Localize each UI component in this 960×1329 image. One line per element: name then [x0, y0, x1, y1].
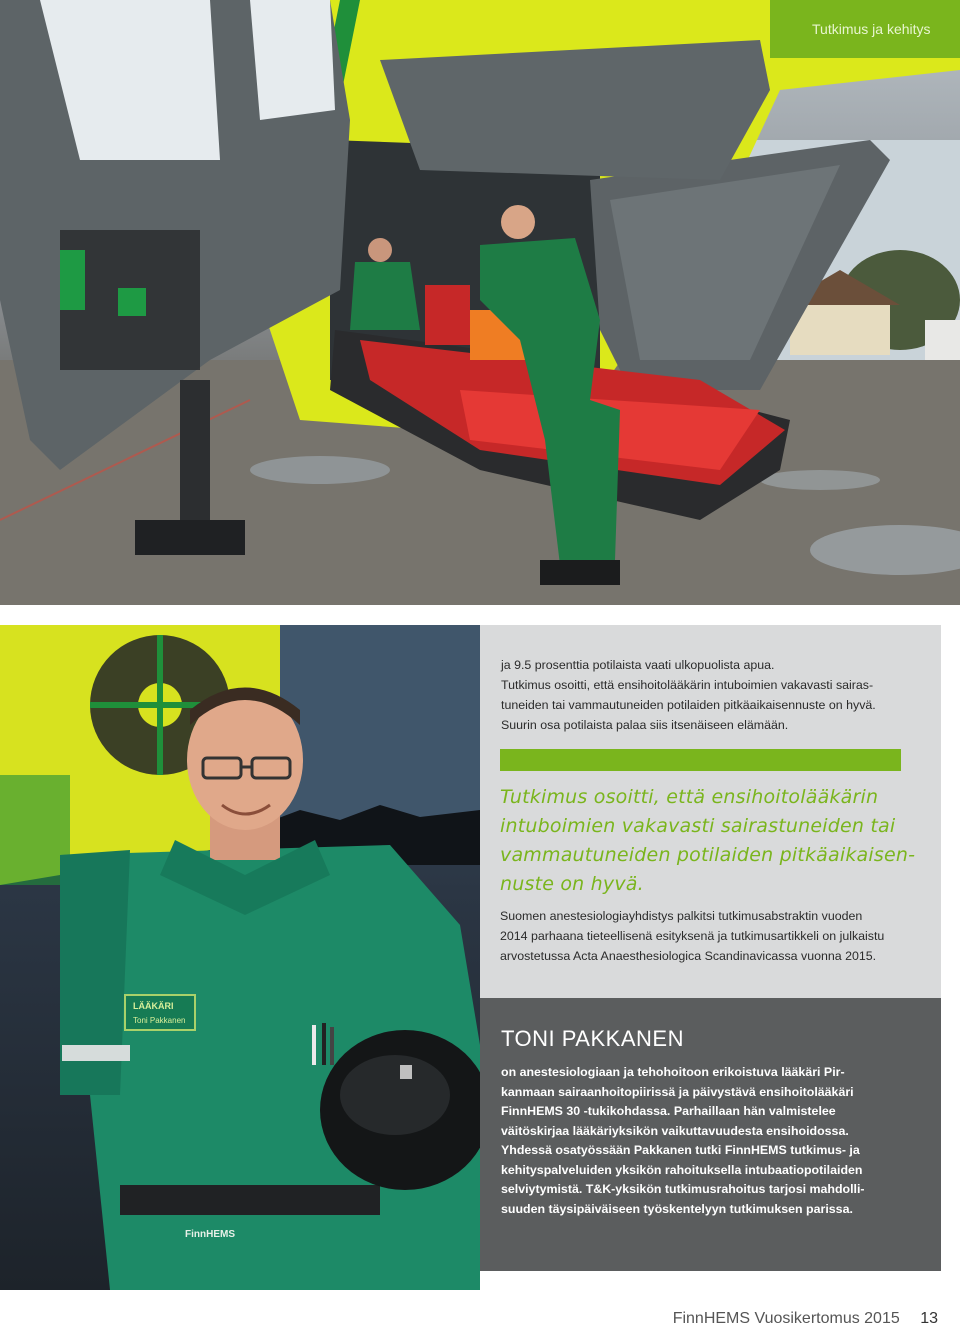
body-line: arvostetussa Acta Anaesthesiologica Scandinavicassa vuonna 2015.	[500, 949, 877, 963]
article-intro	[501, 655, 921, 735]
bio-line: väitöskirjaa lääkäriyksikön vaikuttavuudesta ensihoidossa.	[501, 1123, 849, 1138]
intro-line: tuneiden tai vammautuneiden potilaiden pitkäaikaisennuste on hyvä.	[501, 698, 876, 712]
intro-line: Tutkimus osoitti, että ensihoitolääkärin intuboimien vakavasti sairas-	[501, 678, 874, 692]
profile-panel	[480, 998, 941, 1271]
page-number: 13	[920, 1310, 938, 1327]
bio-line: kanmaan sairaanhoitopiirissä ja päivystävä ensihoitolääkäri	[501, 1084, 854, 1099]
quote-line: nuste on hyvä.	[500, 873, 644, 895]
quote-line: Tutkimus osoitti, että ensihoitolääkärin	[500, 786, 879, 808]
badge-title: LÄÄKÄRI	[133, 1001, 174, 1011]
profile-name: TONI PAKKANEN	[501, 1026, 684, 1051]
badge-name: Toni Pakkanen	[133, 1016, 186, 1025]
bio-line: selviytymistä. T&K-yksikön tutkimusrahoitus tarjosi mahdolli-	[501, 1182, 865, 1196]
quote-accent-bar	[500, 749, 901, 771]
chest-logo: FinnHEMS	[185, 1229, 235, 1240]
quote-line: intuboimien vakavasti sairastuneiden tai	[500, 815, 896, 837]
helicopter-photo	[0, 0, 960, 605]
intro-line: Suurin osa potilaista palaa siis itsenäiseen elämään.	[501, 718, 789, 732]
article-body	[500, 906, 925, 966]
pull-quote	[500, 783, 920, 899]
bio-line: FinnHEMS 30 -tukikohdassa. Parhaillaan hän valmistelee	[501, 1104, 836, 1118]
page-footer	[673, 1310, 938, 1328]
section-label-text: Tutkimus ja kehitys	[812, 21, 931, 37]
quote-line: vammautuneiden potilaiden pitkäaikaisen-	[500, 844, 916, 866]
article-panel	[480, 625, 941, 998]
bio-line: Yhdessä osatyössään Pakkanen tutki FinnHEMS tutkimus- ja	[501, 1143, 860, 1157]
body-line: Suomen anestesiologiayhdistys palkitsi tutkimusabstraktin vuoden	[500, 909, 863, 923]
portrait-photo	[0, 625, 480, 1290]
publication-title: FinnHEMS Vuosikertomus 2015	[672, 1310, 900, 1327]
helicopter-illustration	[0, 0, 960, 605]
profile-bio	[501, 1063, 901, 1219]
bio-line: on anestesiologiaan ja tehohoitoon erikoistuva lääkäri Pir-	[501, 1065, 845, 1079]
bio-line: kehityspalveluiden yksikön rahoituksella intubaatiopotilaiden	[501, 1162, 863, 1177]
intro-line: ja 9.5 prosenttia potilaista vaati ulkopuolista apua.	[501, 658, 775, 672]
section-label	[770, 0, 960, 58]
portrait-illustration	[0, 625, 480, 1290]
bio-line: suuden täysipäiväiseen työskentelyyn tutkimuksen parissa.	[501, 1201, 853, 1216]
body-line: 2014 parhaana tieteellisenä esityksenä ja tutkimusartikkeli on julkaistu	[500, 929, 885, 943]
